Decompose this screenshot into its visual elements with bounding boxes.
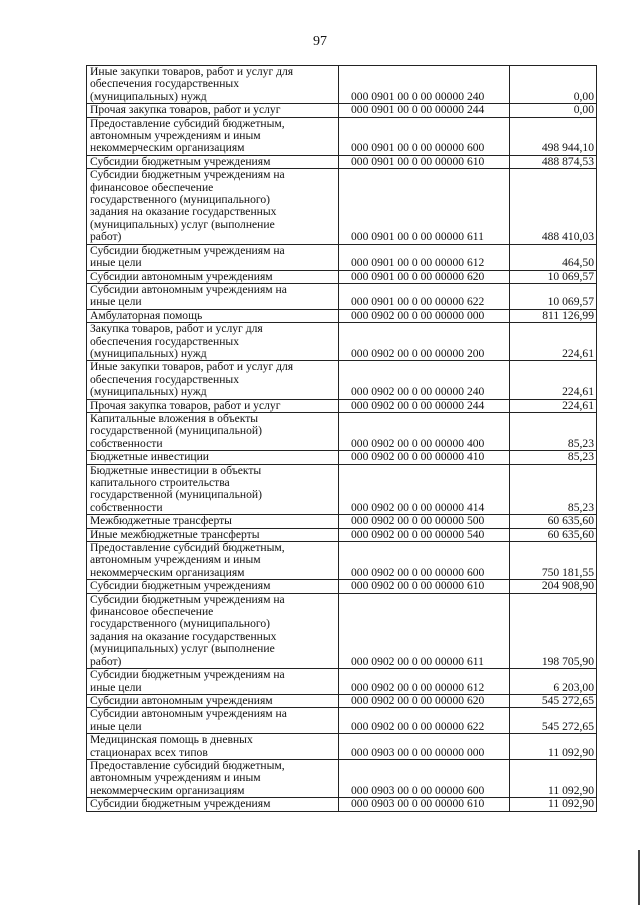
row-amount-cell: 811 126,99: [510, 309, 597, 322]
row-amount-cell: 545 272,65: [510, 708, 597, 734]
row-code-cell: 000 0902 00 0 00 00000 610: [339, 580, 510, 593]
row-name-cell: Амбулаторная помощь: [87, 309, 339, 322]
row-name-cell: Субсидии автономным учреждениям на иные цели: [87, 283, 339, 309]
row-amount-cell: 488 410,03: [510, 169, 597, 244]
table-row: [87, 399, 597, 412]
row-amount-cell: 10 069,57: [510, 283, 597, 309]
budget-table: [86, 65, 597, 812]
row-name-cell: Субсидии бюджетным учреждениям на финансовое обеспечение государственного (муниципального) задания на оказание государственных (муниципальных) услуг (выполнение работ): [87, 169, 339, 244]
row-amount-cell: 0,00: [510, 66, 597, 104]
row-name-cell: Бюджетные инвестиции: [87, 451, 339, 464]
row-name-cell: Иные межбюджетные трансферты: [87, 528, 339, 541]
row-code-cell: 000 0902 00 0 00 00000 622: [339, 708, 510, 734]
row-code-cell: 000 0902 00 0 00 00000 620: [339, 694, 510, 707]
row-name-cell: Капитальные вложения в объекты государственной (муниципальной) собственности: [87, 412, 339, 450]
table-row: [87, 66, 597, 104]
table-row: [87, 270, 597, 283]
row-code-cell: 000 0901 00 0 00 00000 240: [339, 66, 510, 104]
row-name-cell: Иные закупки товаров, работ и услуг для обеспечения государственных (муниципальных) нужд: [87, 361, 339, 399]
row-amount-cell: 85,23: [510, 464, 597, 515]
row-amount-cell: 85,23: [510, 412, 597, 450]
table-row: [87, 464, 597, 515]
row-name-cell: Субсидии автономным учреждениям: [87, 270, 339, 283]
row-amount-cell: 224,61: [510, 323, 597, 361]
table-row: [87, 104, 597, 117]
row-amount-cell: 10 069,57: [510, 270, 597, 283]
row-amount-cell: 545 272,65: [510, 694, 597, 707]
row-name-cell: Иные закупки товаров, работ и услуг для обеспечения государственных (муниципальных) нужд: [87, 66, 339, 104]
page-number: 97: [313, 34, 327, 49]
row-amount-cell: 204 908,90: [510, 580, 597, 593]
row-code-cell: 000 0901 00 0 00 00000 611: [339, 169, 510, 244]
row-code-cell: 000 0902 00 0 00 00000 240: [339, 361, 510, 399]
row-name-cell: Закупка товаров, работ и услуг для обеспечения государственных (муниципальных) нужд: [87, 323, 339, 361]
row-name-cell: Субсидии бюджетным учреждениям на иные цели: [87, 669, 339, 695]
row-code-cell: 000 0902 00 0 00 00000 500: [339, 515, 510, 528]
table-row: [87, 323, 597, 361]
row-amount-cell: 60 635,60: [510, 515, 597, 528]
table-row: [87, 169, 597, 244]
row-amount-cell: 224,61: [510, 399, 597, 412]
row-code-cell: 000 0901 00 0 00 00000 612: [339, 244, 510, 270]
row-amount-cell: 198 705,90: [510, 593, 597, 668]
row-code-cell: 000 0902 00 0 00 00000 600: [339, 542, 510, 580]
row-amount-cell: 750 181,55: [510, 542, 597, 580]
row-name-cell: Субсидии бюджетным учреждениям: [87, 798, 339, 811]
row-name-cell: Субсидии автономным учреждениям: [87, 694, 339, 707]
row-code-cell: 000 0902 00 0 00 00000 244: [339, 399, 510, 412]
table-row: [87, 309, 597, 322]
row-amount-cell: 85,23: [510, 451, 597, 464]
row-amount-cell: 6 203,00: [510, 669, 597, 695]
table-row: [87, 798, 597, 811]
table-row: [87, 593, 597, 668]
row-code-cell: 000 0901 00 0 00 00000 610: [339, 155, 510, 168]
table-row: [87, 451, 597, 464]
row-name-cell: Субсидии бюджетным учреждениям на иные цели: [87, 244, 339, 270]
row-name-cell: Субсидии автономным учреждениям на иные цели: [87, 708, 339, 734]
row-code-cell: 000 0902 00 0 00 00000 414: [339, 464, 510, 515]
row-amount-cell: 60 635,60: [510, 528, 597, 541]
row-amount-cell: 224,61: [510, 361, 597, 399]
row-name-cell: Субсидии бюджетным учреждениям на финансовое обеспечение государственного (муниципального) задания на оказание государственных (муниципальных) услуг (выполнение работ): [87, 593, 339, 668]
row-code-cell: 000 0902 00 0 00 00000 611: [339, 593, 510, 668]
row-name-cell: Прочая закупка товаров, работ и услуг: [87, 104, 339, 117]
row-name-cell: Предоставление субсидий бюджетным, автономным учреждениям и иным некоммерческим организациям: [87, 759, 339, 797]
row-code-cell: 000 0902 00 0 00 00000 400: [339, 412, 510, 450]
row-code-cell: 000 0903 00 0 00 00000 600: [339, 759, 510, 797]
row-amount-cell: 0,00: [510, 104, 597, 117]
table-row: [87, 412, 597, 450]
row-name-cell: Прочая закупка товаров, работ и услуг: [87, 399, 339, 412]
table-row: [87, 669, 597, 695]
table-row: [87, 580, 597, 593]
table-row: [87, 734, 597, 760]
row-name-cell: Межбюджетные трансферты: [87, 515, 339, 528]
row-code-cell: 000 0902 00 0 00 00000 612: [339, 669, 510, 695]
table-row: [87, 528, 597, 541]
table-row: [87, 244, 597, 270]
row-name-cell: Субсидии бюджетным учреждениям: [87, 580, 339, 593]
table-row: [87, 117, 597, 155]
row-amount-cell: 11 092,90: [510, 759, 597, 797]
table-row: [87, 283, 597, 309]
row-code-cell: 000 0901 00 0 00 00000 622: [339, 283, 510, 309]
row-code-cell: 000 0902 00 0 00 00000 000: [339, 309, 510, 322]
row-name-cell: Предоставление субсидий бюджетным, автономным учреждениям и иным некоммерческим организациям: [87, 542, 339, 580]
row-code-cell: 000 0902 00 0 00 00000 410: [339, 451, 510, 464]
row-amount-cell: 498 944,10: [510, 117, 597, 155]
row-code-cell: 000 0901 00 0 00 00000 620: [339, 270, 510, 283]
budget-table-body: [87, 66, 597, 812]
row-code-cell: 000 0901 00 0 00 00000 600: [339, 117, 510, 155]
table-row: [87, 542, 597, 580]
row-code-cell: 000 0901 00 0 00 00000 244: [339, 104, 510, 117]
row-name-cell: Медицинская помощь в дневных стационарах всех типов: [87, 734, 339, 760]
row-amount-cell: 488 874,53: [510, 155, 597, 168]
row-amount-cell: 11 092,90: [510, 798, 597, 811]
table-row: [87, 155, 597, 168]
table-row: [87, 515, 597, 528]
row-code-cell: 000 0902 00 0 00 00000 200: [339, 323, 510, 361]
table-row: [87, 759, 597, 797]
table-row: [87, 361, 597, 399]
table-row: [87, 708, 597, 734]
row-code-cell: 000 0903 00 0 00 00000 000: [339, 734, 510, 760]
row-code-cell: 000 0903 00 0 00 00000 610: [339, 798, 510, 811]
row-name-cell: Субсидии бюджетным учреждениям: [87, 155, 339, 168]
row-name-cell: Бюджетные инвестиции в объекты капитального строительства государственной (муниципальной) собственности: [87, 464, 339, 515]
row-code-cell: 000 0902 00 0 00 00000 540: [339, 528, 510, 541]
row-amount-cell: 464,50: [510, 244, 597, 270]
row-name-cell: Предоставление субсидий бюджетным, автономным учреждениям и иным некоммерческим организациям: [87, 117, 339, 155]
table-row: [87, 694, 597, 707]
row-amount-cell: 11 092,90: [510, 734, 597, 760]
